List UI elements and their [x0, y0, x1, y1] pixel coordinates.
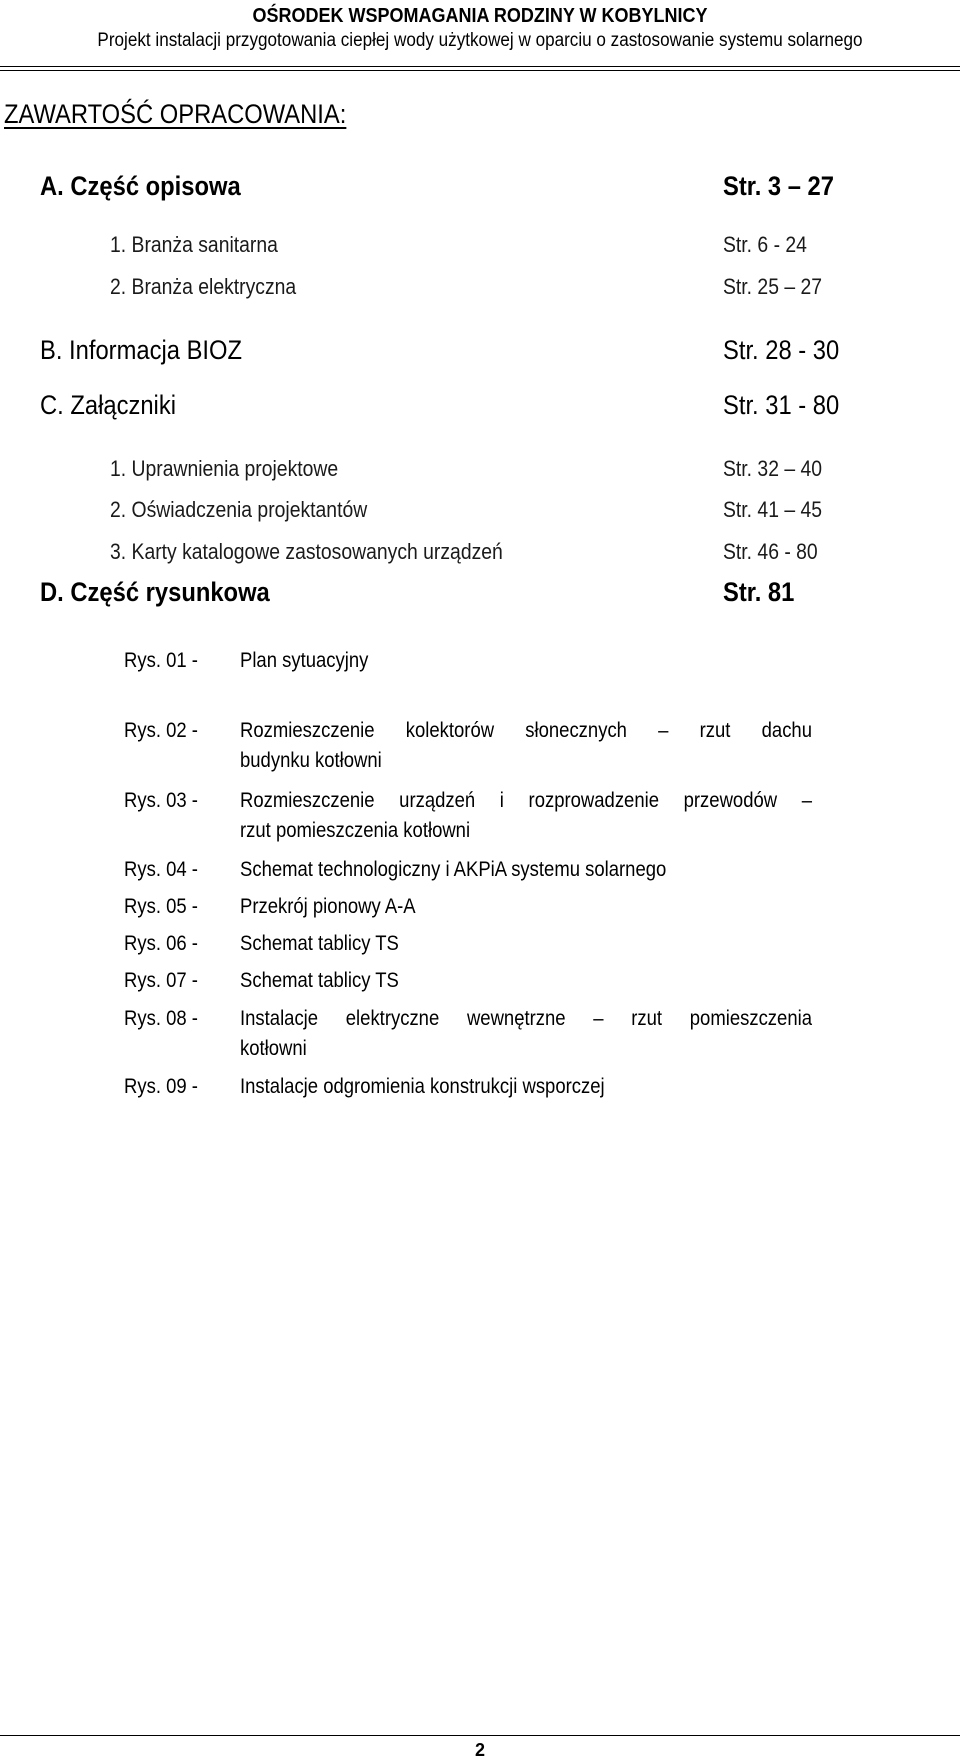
project-title: Projekt instalacji przygotowania ciepłej wody użytkowej w oparciu o zastosowanie systemu solarnego	[97, 30, 863, 51]
drawing-08-title-line2: kotłowni	[240, 1037, 307, 1060]
section-c-item-2-label: 2. Oświadczenia projektantów	[110, 497, 368, 522]
drawing-02-code: Rys. 02 -	[124, 719, 198, 742]
organization-name: OŚRODEK WSPOMAGANIA RODZINY W KOBYLNICY	[252, 5, 708, 27]
drawing-06-title: Schemat tablicy TS	[240, 932, 399, 955]
section-c-item-1-pages: Str. 32 – 40	[723, 456, 823, 481]
drawing-04-title: Schemat technologiczny i AKPiA systemu solarnego	[240, 858, 667, 881]
drawing-05-code: Rys. 05 -	[124, 895, 198, 918]
section-c-item-1-label: 1. Uprawnienia projektowe	[110, 456, 339, 481]
header-rule-bottom	[0, 70, 960, 71]
section-a-item-2-label: 2. Branża elektryczna	[110, 274, 297, 299]
drawing-06-code: Rys. 06 -	[124, 932, 198, 955]
drawing-07-code: Rys. 07 -	[124, 969, 198, 992]
section-d-label: D. Część rysunkowa	[40, 577, 270, 607]
section-c-item-3-label: 3. Karty katalogowe zastosowanych urządzeń	[110, 539, 503, 564]
section-b-pages: Str. 28 - 30	[723, 335, 840, 365]
drawing-09-title: Instalacje odgromienia konstrukcji wsporczej	[240, 1075, 605, 1098]
drawing-04-code: Rys. 04 -	[124, 858, 198, 881]
drawing-02-title-line1: Rozmieszczenie kolektorów słonecznych – rzut dachu	[240, 719, 812, 742]
drawing-02-title-line2: budynku kotłowni	[240, 749, 382, 772]
section-a-item-1-label: 1. Branża sanitarna	[110, 232, 278, 257]
section-a-pages: Str. 3 – 27	[723, 171, 834, 201]
drawing-03-code: Rys. 03 -	[124, 789, 198, 812]
section-c-pages: Str. 31 - 80	[723, 390, 840, 420]
drawing-05-title: Przekrój pionowy A-A	[240, 895, 416, 918]
drawing-03-title-line2: rzut pomieszczenia kotłowni	[240, 819, 471, 842]
section-d-pages: Str. 81	[723, 577, 795, 607]
drawing-08-title-line1: Instalacje elektryczne wewnętrzne – rzut pomieszczenia	[240, 1007, 812, 1030]
drawing-07-title: Schemat tablicy TS	[240, 969, 399, 992]
drawing-09-code: Rys. 09 -	[124, 1075, 198, 1098]
drawing-01-title: Plan sytuacyjny	[240, 649, 369, 672]
contents-title: ZAWARTOŚĆ OPRACOWANIA:	[4, 99, 347, 129]
section-c-label: C. Załączniki	[40, 390, 177, 420]
drawing-01-code: Rys. 01 -	[124, 649, 198, 672]
drawing-03-title-line1: Rozmieszczenie urządzeń i rozprowadzenie przewodów –	[240, 789, 812, 812]
section-a-item-2-pages: Str. 25 – 27	[723, 274, 823, 299]
section-a-item-1-pages: Str. 6 - 24	[723, 232, 807, 257]
section-b-label: B. Informacja BIOZ	[40, 335, 243, 365]
drawing-08-code: Rys. 08 -	[124, 1007, 198, 1030]
footer-rule	[0, 1735, 960, 1736]
section-c-item-2-pages: Str. 41 – 45	[723, 497, 823, 522]
header-rule-top	[0, 66, 960, 67]
section-a-label: A. Część opisowa	[40, 171, 241, 201]
section-c-item-3-pages: Str. 46 - 80	[723, 539, 818, 564]
page-number: 2	[474, 1740, 485, 1760]
